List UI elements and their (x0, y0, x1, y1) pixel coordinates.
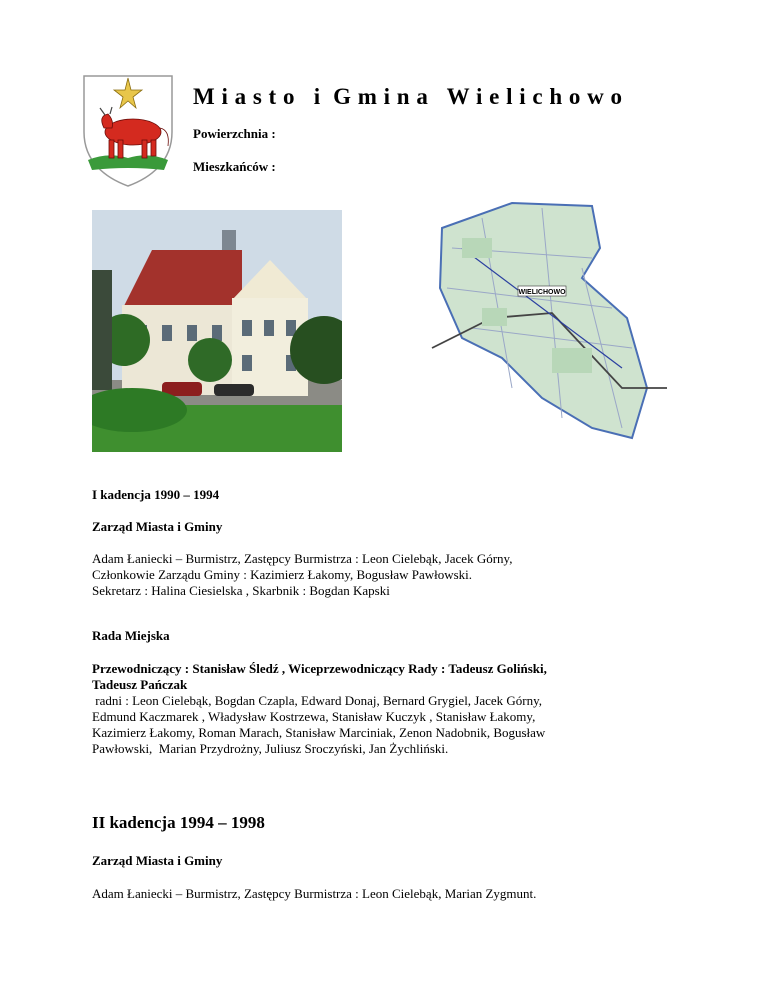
term1-council-line: radni : Leon Cielebąk, Bogdan Czapla, Edward Donaj, Bernard Grygiel, Jacek Górny, (92, 693, 543, 708)
term1-board-line: Sekretarz : Halina Ciesielska , Skarbnik : Bogdan Kapski (92, 583, 390, 598)
term1-council-line: Edmund Kaczmarek , Władysław Kostrzewa, Stanisław Kuczyk , Stanisław Łakomy, (92, 709, 536, 724)
map-place-label: WIELICHOWO (518, 289, 566, 296)
term1-council-heading: Rada Miejska (92, 628, 170, 643)
term2-heading: II kadencja 1994 – 1998 (92, 813, 265, 832)
term1-council-chair: Tadeusz Pańczak (92, 677, 188, 692)
term1-council-chair: Przewodniczący : Stanisław Śledź , Wiceprzewodniczący Rady : Tadeusz Goliński, (92, 661, 547, 676)
town-hall-photo (92, 210, 342, 452)
term1-council-line: Pawłowski, Marian Przydrożny, Juliusz Sroczyński, Jan Żychliński. (92, 741, 449, 756)
commune-map (422, 188, 670, 452)
term1-board-line: Członkowie Zarządu Gminy : Kazimierz Łakomy, Bogusław Pawłowski. (92, 567, 473, 582)
population-label: Mieszkańców : (193, 159, 276, 174)
term1-heading: I kadencja 1990 – 1994 (92, 487, 220, 502)
term1-board-line: Adam Łaniecki – Burmistrz, Zastępcy Burmistrza : Leon Cielebąk, Jacek Górny, (92, 551, 513, 566)
coat-of-arms-icon (78, 70, 178, 188)
page-title: M i a s t o i G m i n a W i e l i c h o w o (193, 84, 623, 109)
term2-board-line: Adam Łaniecki – Burmistrz, Zastępcy Burmistrza : Leon Cielebąk, Marian Zygmunt. (92, 886, 537, 901)
term1-board-heading: Zarząd Miasta i Gminy (92, 519, 223, 534)
area-label: Powierzchnia : (193, 126, 276, 141)
term1-council-line: Kazimierz Łakomy, Roman Marach, Stanisław Marciniak, Zenon Nadobnik, Bogusław (92, 725, 546, 740)
term2-board-heading: Zarząd Miasta i Gminy (92, 853, 223, 868)
